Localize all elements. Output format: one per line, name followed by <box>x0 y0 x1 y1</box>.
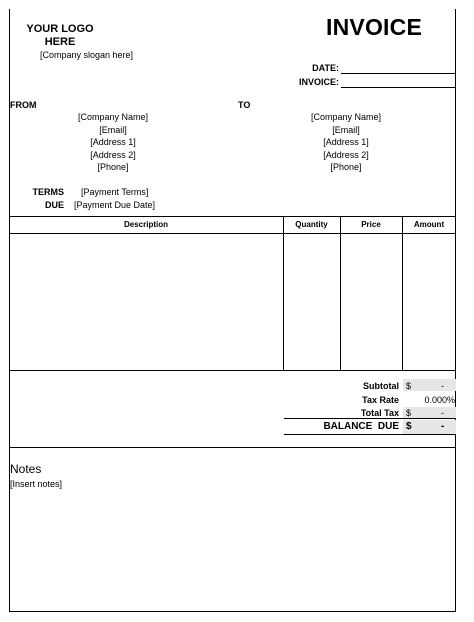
notes-heading: Notes <box>10 462 42 476</box>
to-label: TO <box>238 100 251 110</box>
from-label: FROM <box>10 100 37 110</box>
from-company-name[interactable]: [Company Name] <box>77 112 149 122</box>
total-tax-label: Total Tax <box>360 408 399 418</box>
from-address-block <box>55 111 171 174</box>
balance-currency: $ <box>406 421 412 432</box>
total-tax-currency: $ <box>406 408 412 418</box>
subtotal-label: Subtotal <box>363 381 399 391</box>
to-address-2[interactable]: [Address 2] <box>323 149 369 160</box>
column-divider-amount <box>402 216 403 371</box>
to-address-block <box>288 111 404 174</box>
logo-line-2: HERE <box>44 36 76 48</box>
total-tax-value: - <box>441 408 444 418</box>
terms-label: TERMS <box>32 187 64 197</box>
subtotal-currency: $ <box>406 381 412 391</box>
tax-rate-value[interactable]: 0.000% <box>424 395 455 405</box>
column-divider-quantity <box>283 216 284 371</box>
line-items-bottom-border <box>9 370 456 371</box>
from-address-1[interactable]: [Address 1] <box>90 137 136 147</box>
amount-column-header: Amount <box>413 220 445 229</box>
balance-bottom-rule <box>284 434 456 435</box>
logo-line-1: YOUR LOGO <box>26 23 94 35</box>
notes-top-border <box>9 447 456 448</box>
balance-top-rule <box>284 418 456 419</box>
invoice-number-label: INVOICE: <box>298 77 339 87</box>
payment-terms-value[interactable]: [Payment Terms] <box>81 187 149 197</box>
quantity-column-header: Quantity <box>295 220 328 229</box>
company-slogan: [Company slogan here] <box>40 50 134 60</box>
to-email[interactable]: [Email] <box>332 124 360 135</box>
invoice-title: INVOICE <box>326 14 422 40</box>
line-items-header <box>9 216 456 234</box>
to-phone[interactable]: [Phone] <box>330 162 362 172</box>
to-company-name[interactable]: [Company Name] <box>310 112 382 122</box>
from-phone[interactable]: [Phone] <box>97 162 129 172</box>
to-address-1[interactable]: [Address 1] <box>323 137 369 147</box>
date-label: DATE: <box>312 63 339 73</box>
description-column-header: Description <box>123 220 168 229</box>
invoice-number-field[interactable] <box>341 87 456 88</box>
logo-placeholder <box>22 23 98 49</box>
date-field[interactable] <box>341 73 456 74</box>
line-items-body[interactable] <box>10 234 283 370</box>
tax-rate-label: Tax Rate <box>362 395 399 405</box>
due-label: DUE <box>44 200 64 210</box>
from-address-2[interactable]: [Address 2] <box>90 149 136 160</box>
price-column-header: Price <box>361 220 381 229</box>
balance-due-label: BALANCE DUE <box>323 421 399 432</box>
subtotal-value: - <box>441 381 444 391</box>
column-divider-price <box>340 216 341 371</box>
notes-body[interactable]: [Insert notes] <box>10 479 63 489</box>
from-email[interactable]: [Email] <box>99 124 127 135</box>
payment-due-value[interactable]: [Payment Due Date] <box>74 200 156 210</box>
balance-due-value: - <box>441 421 445 432</box>
